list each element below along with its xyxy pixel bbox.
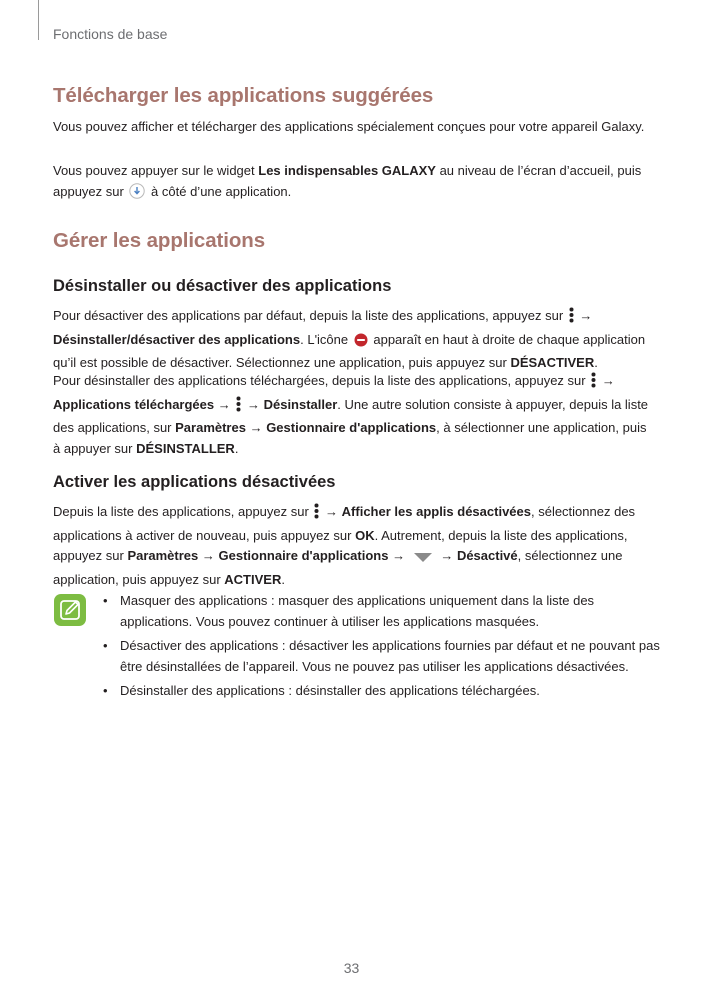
subsection-title-activate: Activer les applications désactivées (53, 473, 336, 491)
section-title-suggested: Télécharger les applications suggérées (53, 84, 434, 107)
paragraph-activate: Depuis la liste des applications, appuyez sur → Afficher les applis désactivées, sélectionnez des applications à activer de nouveau, puis appuyez sur OK. Autrement, depuis la liste des applications, appuyez sur Paramètres → Gestionnaire d'applications → → Désactivé, sélectionnez une application, puis appuyez sur ACTIVER. (53, 504, 636, 587)
list-item: • Désactiver des applications : désactiver les applications fournies par défaut et ne pouvant pas être désinstallées de l’appareil. Vous ne pouvez pas utiliser les applications désactivées. (103, 638, 660, 674)
list-item: • Désinstaller des applications : désinstaller des applications téléchargées. (103, 681, 663, 702)
paragraph-suggested-1: Vous pouvez afficher et télécharger des applications spécialement conçues pour votre appareil Galaxy. (53, 119, 645, 134)
note-pencil-icon (54, 594, 86, 626)
download-icon (129, 183, 145, 206)
corner-crop-mark (38, 0, 39, 40)
bullet-symbol: • (103, 593, 108, 608)
paragraph-uninstall-2: Pour désinstaller des applications téléchargées, depuis la liste des applications, appuyez sur → Applications téléchargées → → Désinstaller. Une autre solution consiste à appuyer, depuis la liste des applications, sur Paramètres → Gestionnaire d'applications, à sélectionner une application, puis à appuyer sur DÉSINSTALLER. (53, 373, 649, 456)
dropdown-arrow-icon (411, 549, 435, 570)
note-list (103, 591, 663, 706)
paragraph-uninstall-1: Pour désactiver des applications par défaut, depuis la liste des applications, appuyez sur → Désinstaller/désactiver des applications. L'icône apparaît en haut à droite de chaque application qu’il est possible de désactiver. Sélectionnez une application, puis appuyez sur DÉSACTIVER. (53, 308, 646, 371)
paragraph-suggested-2: Vous pouvez appuyer sur le widget Les indispensables GALAXY au niveau de l’écran d’accueil, puis appuyez sur à côté d’une application. (53, 161, 653, 205)
disable-icon (354, 333, 368, 354)
more-options-icon (236, 396, 241, 419)
subsection-title-uninstall: Désinstaller ou désactiver des applications (53, 277, 392, 295)
list-item: • Masquer des applications : masquer des applications uniquement dans la liste des applications. Vous pouvez continuer à utiliser les applications masquées. (103, 593, 595, 629)
page-number: 33 (343, 960, 360, 976)
running-head: Fonctions de base (53, 26, 168, 42)
bullet-symbol: • (103, 683, 108, 699)
more-options-icon (591, 372, 596, 395)
section-title-manage: Gérer les applications (53, 229, 265, 252)
more-options-icon (569, 307, 574, 330)
more-options-icon (314, 503, 319, 526)
bullet-symbol: • (103, 638, 108, 654)
